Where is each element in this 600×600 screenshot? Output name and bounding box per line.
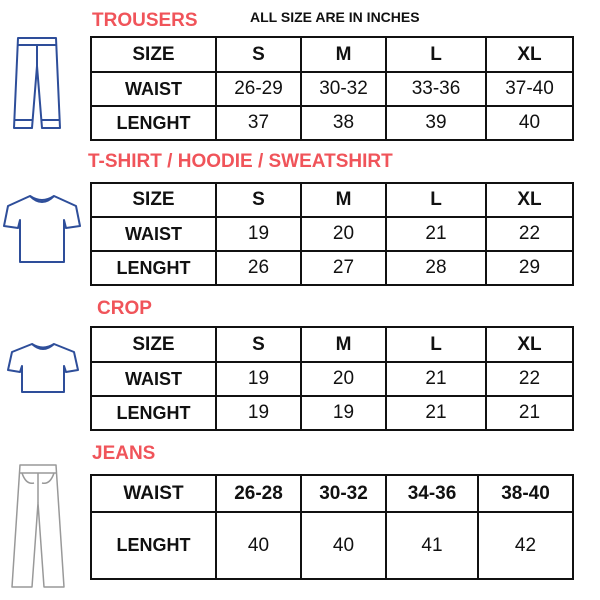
table-cell: 26 (216, 251, 301, 285)
header-cell: XL (486, 183, 573, 217)
table-header-row (91, 37, 573, 72)
table-cell: 21 (386, 396, 486, 430)
header-cell: L (386, 327, 486, 362)
header-cell: S (216, 37, 301, 72)
header-cell: M (301, 37, 386, 72)
table-header-row (91, 327, 573, 362)
table-cell: 40 (216, 512, 301, 579)
table-cell: 41 (386, 512, 478, 579)
table-cell: 29 (486, 251, 573, 285)
table-cell: 20 (301, 217, 386, 251)
header-cell: L (386, 183, 486, 217)
table-header-row (91, 475, 573, 512)
crop-size-table (90, 326, 574, 431)
table-row (91, 72, 573, 106)
table-cell: 30-32 (301, 72, 386, 106)
table-cell: 27 (301, 251, 386, 285)
row-label: LENGHT (91, 251, 216, 285)
row-label: WAIST (91, 362, 216, 396)
header-cell: M (301, 183, 386, 217)
header-cell: L (386, 37, 486, 72)
section-title-jeans: JEANS (92, 443, 156, 464)
tshirt-size-table (90, 182, 574, 286)
table-cell: 19 (216, 217, 301, 251)
header-cell: 38-40 (478, 475, 573, 512)
header-cell: 30-32 (301, 475, 386, 512)
crop-top-icon (6, 340, 80, 396)
header-cell: S (216, 183, 301, 217)
table-cell: 19 (216, 362, 301, 396)
header-cell: 26-28 (216, 475, 301, 512)
table-row (91, 217, 573, 251)
header-cell: 34-36 (386, 475, 478, 512)
header-cell: SIZE (91, 37, 216, 72)
row-label: WAIST (91, 72, 216, 106)
table-cell: 40 (301, 512, 386, 579)
table-row (91, 251, 573, 285)
row-label: WAIST (91, 217, 216, 251)
header-cell: SIZE (91, 183, 216, 217)
header-cell: M (301, 327, 386, 362)
section-title-trousers: TROUSERS (92, 10, 198, 31)
row-label: LENGHT (91, 396, 216, 430)
table-header-row (91, 183, 573, 217)
trousers-icon (12, 36, 62, 132)
table-row (91, 106, 573, 140)
header-cell: XL (486, 327, 573, 362)
table-cell: 21 (386, 362, 486, 396)
tshirt-icon (2, 192, 82, 266)
row-label: LENGHT (91, 512, 216, 579)
jeans-icon (10, 463, 66, 591)
row-label: LENGHT (91, 106, 216, 140)
table-cell: 28 (386, 251, 486, 285)
table-cell: 40 (486, 106, 573, 140)
table-row (91, 396, 573, 430)
header-cell: S (216, 327, 301, 362)
section-title-crop: CROP (97, 298, 152, 319)
table-cell: 21 (486, 396, 573, 430)
header-cell: XL (486, 37, 573, 72)
table-row (91, 512, 573, 579)
table-cell: 42 (478, 512, 573, 579)
table-cell: 19 (301, 396, 386, 430)
jeans-size-table (90, 474, 574, 580)
table-cell: 21 (386, 217, 486, 251)
table-cell: 37-40 (486, 72, 573, 106)
section-title-tshirt: T-SHIRT / HOODIE / SWEATSHIRT (88, 151, 393, 172)
trousers-size-table (90, 36, 574, 141)
table-row (91, 362, 573, 396)
table-cell: 37 (216, 106, 301, 140)
table-cell: 38 (301, 106, 386, 140)
header-cell: SIZE (91, 327, 216, 362)
table-cell: 39 (386, 106, 486, 140)
table-cell: 33-36 (386, 72, 486, 106)
table-cell: 20 (301, 362, 386, 396)
table-cell: 22 (486, 217, 573, 251)
table-cell: 19 (216, 396, 301, 430)
table-cell: 26-29 (216, 72, 301, 106)
units-note: ALL SIZE ARE IN INCHES (250, 9, 420, 25)
header-cell: WAIST (91, 475, 216, 512)
table-cell: 22 (486, 362, 573, 396)
